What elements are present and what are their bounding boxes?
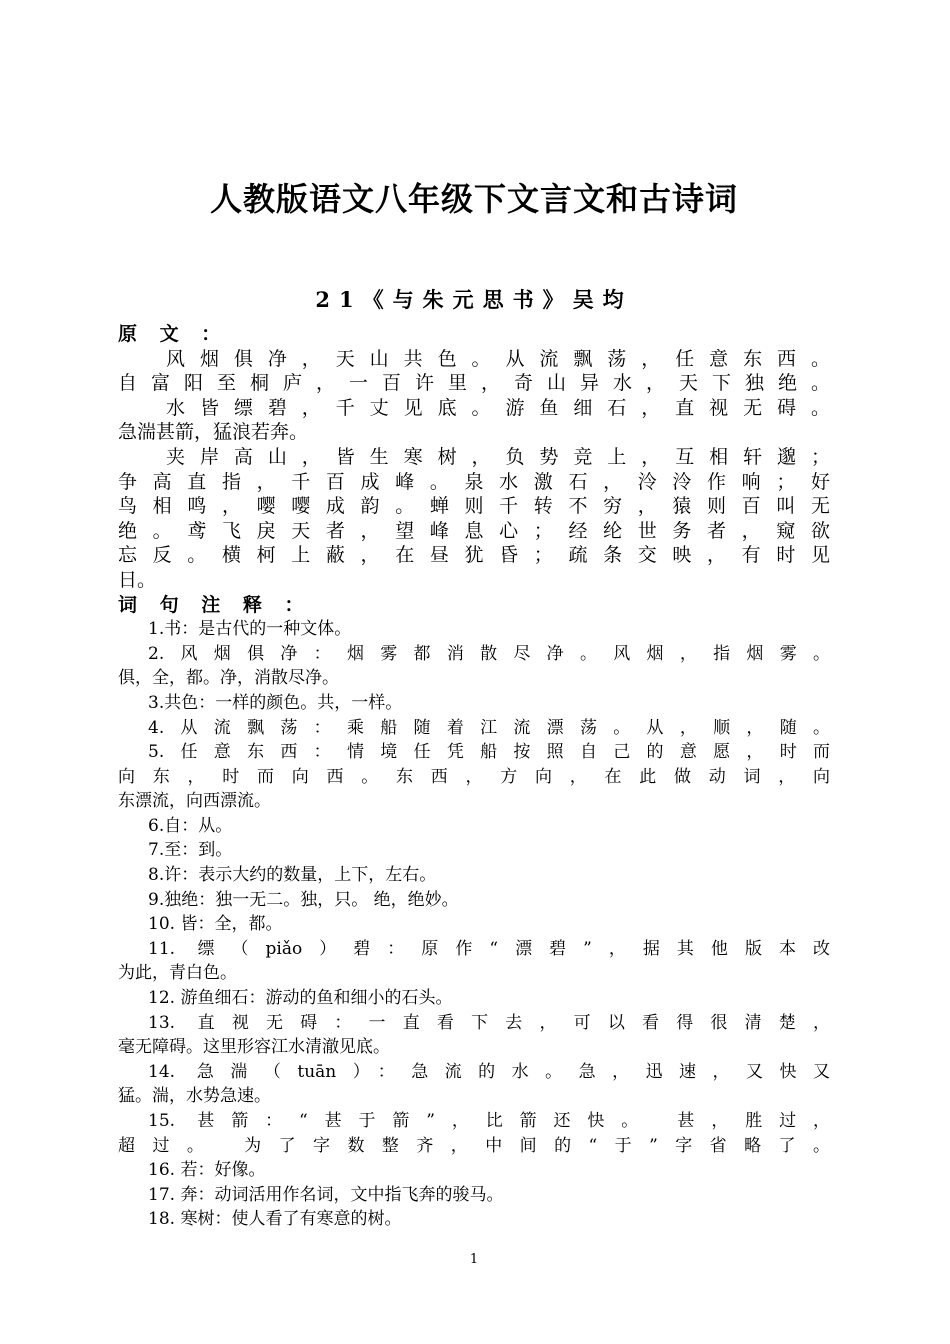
text-line: 绝。鸢飞戾天者，望峰息心；经纶世务者，窥欲 — [118, 519, 830, 542]
text-line: 日。 — [118, 568, 157, 591]
annotation-line: 7.至：到。 — [148, 840, 233, 861]
annotation-line: 10. 皆：全，都。 — [148, 914, 283, 935]
annotation-line: 东漂流，向西漂流。 — [118, 791, 271, 812]
page-number: 1 — [469, 1252, 479, 1267]
annotation-line: 俱，全，都。净，消散尽净。 — [118, 668, 339, 689]
text-line: 夹岸高山，皆生寒树，负势竞上，互相轩邈； — [166, 445, 830, 468]
lesson-title: 21《与朱元思书》吴均 — [315, 287, 633, 312]
annotation-line: 3.共色：一样的颜色。共，一样。 — [148, 692, 403, 713]
annotation-line: 4.从流飘荡：乘船随着江流漂荡。从，顺，随。 — [148, 717, 830, 738]
annotation-line: 11. 缥（piǎo）碧：原作“漂碧”，据其他版本改 — [148, 938, 830, 959]
text-line: 水皆缥碧，千丈见底。游鱼细石，直视无碍。 — [166, 396, 830, 419]
annotation-line: 16. 若：好像。 — [148, 1160, 266, 1181]
annotation-line: 13. 直视无碍：一直看下去，可以看得很清楚， — [148, 1012, 830, 1033]
annotation-line: 8.许：表示大约的数量，上下，左右。 — [148, 865, 437, 886]
annotation-line: 为此，青白色。 — [118, 963, 237, 984]
text-line: 争高直指，千百成峰。泉水激石，泠泠作响；好 — [118, 470, 830, 493]
text-line: 忘反。横柯上蔽，在昼犹昏；疏条交映，有时见 — [118, 544, 830, 567]
annotation-line: 超过。 为了字数整齐，中间的“于”字省略了。 — [118, 1135, 830, 1156]
annotation-line: 9.独绝：独一无二。独，只。 绝，绝妙。 — [148, 889, 459, 910]
annotation-line: 14. 急湍（tuān）：急流的水。急，迅速，又快又 — [148, 1061, 830, 1082]
annotation-line: 毫无障碍。这里形容江水清澈见底。 — [118, 1037, 390, 1058]
annotation-line: 12. 游鱼细石：游动的鱼和细小的石头。 — [148, 988, 453, 1009]
annotation-line: 15. 甚箭：“甚于箭”，比箭还快。 甚，胜过， — [148, 1111, 830, 1131]
annotation-line: 6.自：从。 — [148, 815, 233, 836]
section-heading: 词 句 注 释 ： — [118, 593, 312, 616]
annotation-line: 1.书：是古代的一种文体。 — [148, 619, 352, 640]
annotation-line: 18. 寒树：使人看了有寒意的树。 — [148, 1209, 402, 1230]
text-line: 鸟相鸣，嘤嘤成韵。蝉则千转不穷，猿则百叫无 — [118, 495, 830, 518]
text-line: 自富阳至桐庐，一百许里，奇山异水，天下独绝。 — [118, 372, 830, 395]
annotation-line: 5.任意东西：情境任凭船按照自己的意愿，时而 — [148, 742, 830, 763]
text-line: 风烟俱净，天山共色。从流飘荡，任意东西。 — [166, 347, 830, 370]
document-title: 人教版语文八年级下文言文和古诗词 — [209, 180, 738, 218]
annotation-line: 向东，时而向西。东西，方向，在此做动词，向 — [118, 766, 830, 787]
section-heading: 原 文 ： — [118, 323, 229, 345]
document-body — [118, 322, 830, 1232]
annotation-line: 猛。湍，水势急速。 — [118, 1086, 271, 1107]
annotation-line: 17. 奔：动词活用作名词，文中指飞奔的骏马。 — [148, 1184, 504, 1205]
annotation-line: 2.风烟俱净：烟雾都消散尽净。风烟，指烟雾。 — [148, 643, 830, 664]
text-line: 急湍甚箭，猛浪若奔。 — [118, 421, 309, 444]
